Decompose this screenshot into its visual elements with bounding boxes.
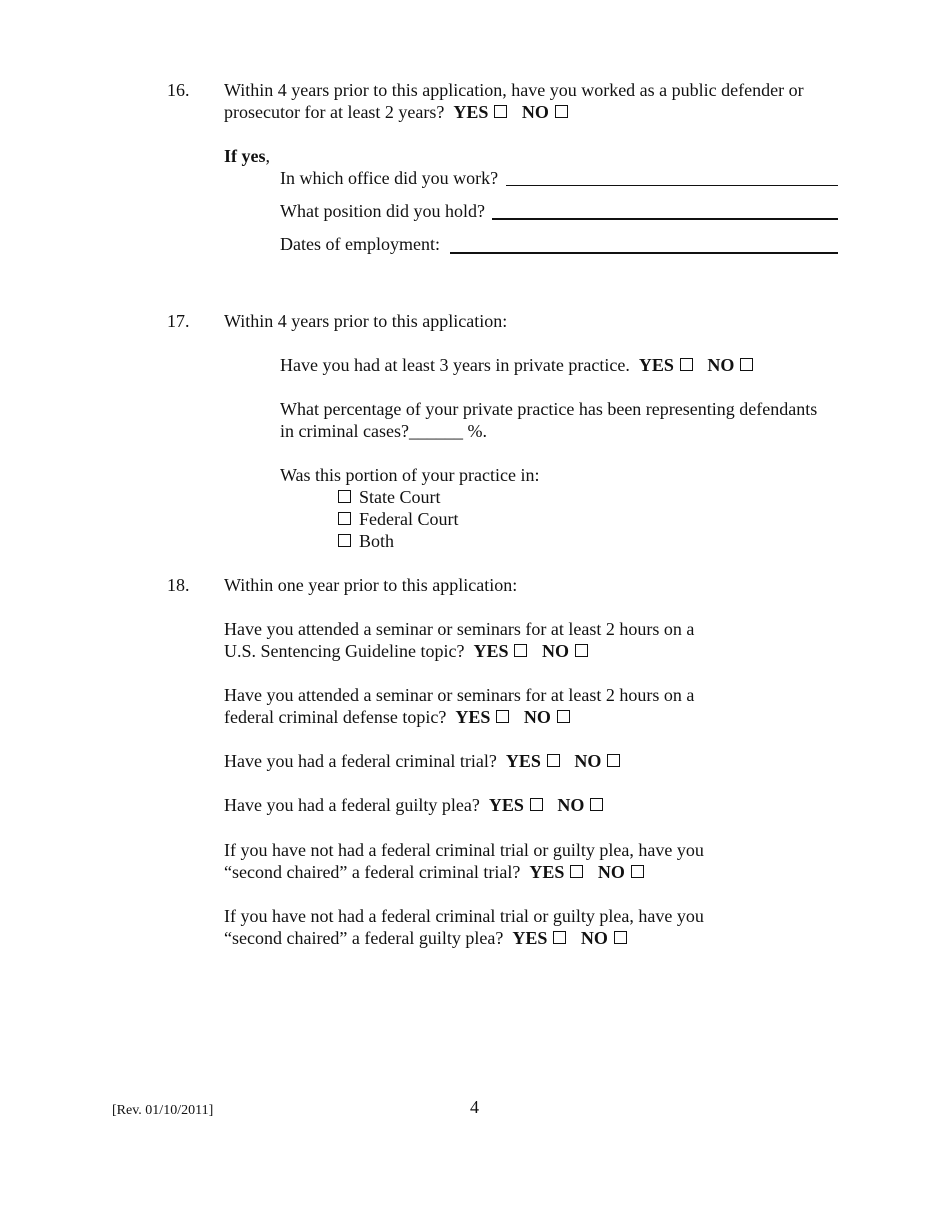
plea-yes-label: YES bbox=[488, 795, 524, 815]
sc-plea-no-checkbox[interactable] bbox=[614, 931, 627, 944]
q17-yes-checkbox[interactable] bbox=[680, 358, 693, 371]
q17-percentage-line2[interactable]: in criminal cases?______ %. bbox=[280, 421, 487, 441]
q18-second-chair-trial-line1: If you have not had a federal criminal trial or guilty plea, have you bbox=[224, 840, 704, 860]
option-federal-court[interactable] bbox=[336, 508, 458, 530]
defense-no-checkbox[interactable] bbox=[557, 710, 570, 723]
revision-date: [Rev. 01/10/2011] bbox=[112, 1103, 214, 1118]
q18-defense-text: federal criminal defense topic? bbox=[224, 707, 447, 727]
q18-sentencing-text: U.S. Sentencing Guideline topic? bbox=[224, 641, 465, 661]
q17-private-practice bbox=[280, 354, 763, 376]
position-field[interactable] bbox=[492, 218, 838, 220]
q16-number: 16. bbox=[167, 80, 190, 100]
q17-portion-label: Was this portion of your practice in: bbox=[280, 465, 540, 485]
q18-plea-text: Have you had a federal guilty plea? bbox=[224, 795, 480, 815]
q18-intro: Within one year prior to this application: bbox=[224, 575, 518, 595]
q16-question-text: prosecutor for at least 2 years? bbox=[224, 102, 445, 122]
sentencing-yes-checkbox[interactable] bbox=[514, 644, 527, 657]
sentencing-yes-label: YES bbox=[473, 641, 509, 661]
q16-yes-checkbox[interactable] bbox=[494, 105, 507, 118]
page-number: 4 bbox=[470, 1097, 479, 1117]
plea-no-label: NO bbox=[557, 795, 585, 815]
trial-no-checkbox[interactable] bbox=[607, 754, 620, 767]
sc-trial-yes-label: YES bbox=[529, 862, 565, 882]
q18-trial bbox=[224, 750, 630, 772]
both-checkbox[interactable] bbox=[338, 534, 351, 547]
trial-no-label: NO bbox=[574, 751, 602, 771]
q16-line1: Within 4 years prior to this application, have you worked as a public defender or bbox=[224, 80, 804, 100]
sc-trial-no-checkbox[interactable] bbox=[631, 865, 644, 878]
state-court-label: State Court bbox=[359, 487, 441, 507]
q16-if-yes bbox=[224, 145, 270, 167]
if-yes-bold: If yes bbox=[224, 146, 266, 166]
office-field[interactable] bbox=[506, 185, 838, 186]
second-chair-plea-text: “second chaired” a federal guilty plea? bbox=[224, 928, 504, 948]
defense-no-label: NO bbox=[523, 707, 551, 727]
q18-number: 18. bbox=[167, 575, 190, 595]
option-state-court[interactable] bbox=[336, 486, 441, 508]
dates-label: Dates of employment: bbox=[280, 234, 440, 254]
option-both[interactable] bbox=[336, 530, 394, 552]
q16-line2 bbox=[224, 101, 578, 123]
position-label: What position did you hold? bbox=[280, 201, 485, 221]
q18-plea bbox=[224, 794, 613, 816]
second-chair-trial-text: “second chaired” a federal criminal trial? bbox=[224, 862, 521, 882]
sc-plea-no-label: NO bbox=[580, 928, 608, 948]
defense-yes-label: YES bbox=[455, 707, 491, 727]
q17-yes-label: YES bbox=[638, 355, 674, 375]
q17-private-text: Have you had at least 3 years in private practice. bbox=[280, 355, 630, 375]
q17-number: 17. bbox=[167, 311, 190, 331]
q18-defense-line2 bbox=[224, 706, 580, 728]
federal-court-checkbox[interactable] bbox=[338, 512, 351, 525]
q18-second-chair-plea-line2 bbox=[224, 927, 637, 949]
q18-trial-text: Have you had a federal criminal trial? bbox=[224, 751, 497, 771]
q17-intro: Within 4 years prior to this application: bbox=[224, 311, 508, 331]
q18-defense-line1: Have you attended a seminar or seminars for at least 2 hours on a bbox=[224, 685, 695, 705]
sentencing-no-label: NO bbox=[541, 641, 569, 661]
plea-no-checkbox[interactable] bbox=[590, 798, 603, 811]
q16-yes-label: YES bbox=[453, 102, 489, 122]
if-yes-comma: , bbox=[265, 146, 270, 166]
sc-plea-yes-label: YES bbox=[512, 928, 548, 948]
q18-sentencing-line1: Have you attended a seminar or seminars for at least 2 hours on a bbox=[224, 619, 695, 639]
q16-no-label: NO bbox=[521, 102, 549, 122]
state-court-checkbox[interactable] bbox=[338, 490, 351, 503]
q17-no-label: NO bbox=[707, 355, 735, 375]
sentencing-no-checkbox[interactable] bbox=[575, 644, 588, 657]
sc-trial-yes-checkbox[interactable] bbox=[570, 865, 583, 878]
q17-no-checkbox[interactable] bbox=[740, 358, 753, 371]
both-label: Both bbox=[359, 531, 395, 551]
trial-yes-checkbox[interactable] bbox=[547, 754, 560, 767]
dates-field[interactable] bbox=[450, 252, 838, 254]
federal-court-label: Federal Court bbox=[359, 509, 459, 529]
q17-percentage-line1: What percentage of your private practice has been representing defendants bbox=[280, 399, 818, 419]
q16-no-checkbox[interactable] bbox=[555, 105, 568, 118]
office-label: In which office did you work? bbox=[280, 168, 499, 188]
defense-yes-checkbox[interactable] bbox=[496, 710, 509, 723]
sc-plea-yes-checkbox[interactable] bbox=[553, 931, 566, 944]
q18-second-chair-trial-line2 bbox=[224, 861, 654, 883]
trial-yes-label: YES bbox=[505, 751, 541, 771]
plea-yes-checkbox[interactable] bbox=[530, 798, 543, 811]
q18-second-chair-plea-line1: If you have not had a federal criminal trial or guilty plea, have you bbox=[224, 906, 704, 926]
q18-sentencing-line2 bbox=[224, 640, 598, 662]
sc-trial-no-label: NO bbox=[597, 862, 625, 882]
